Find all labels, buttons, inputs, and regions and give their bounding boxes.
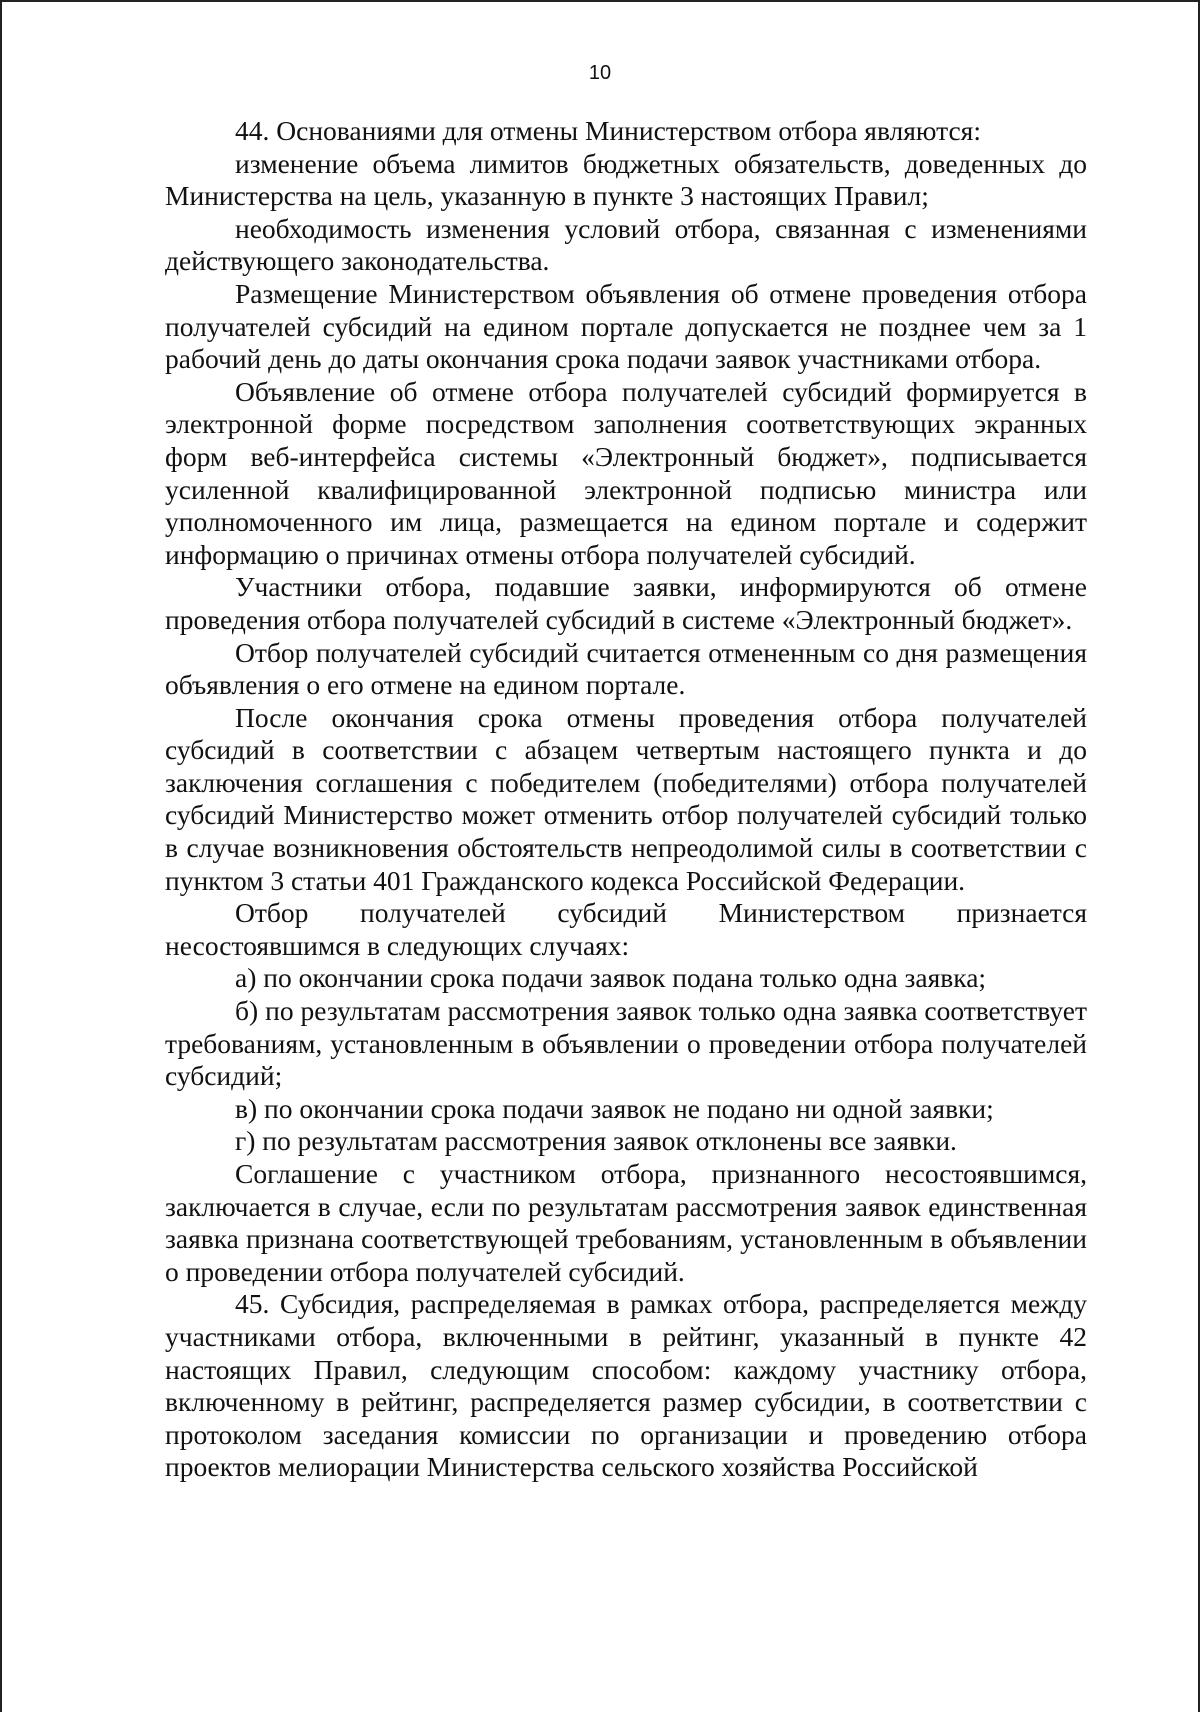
scan-edge-left — [0, 0, 2, 1712]
list-item: а) по окончании срока подачи заявок подана только одна заявка; — [235, 962, 987, 994]
document-body — [165, 115, 1087, 1484]
paragraph: Отбор получателей субсидий считается отмененным со дня размещения объявления о его отмене на едином портале. — [165, 636, 1087, 701]
paragraph: После окончания срока отмены проведения отбора получателей субсидий в соответствии с абзацем четвертым настоящего пункта и до заключения соглашения с победителем (победителями) отбора получателей субсидий Министерство может отменить отбор получателей субсидий только в случае возникновения обстоятельств непреодолимой силы в соответствии с пунктом 3 статьи 401 Гражданского кодекса Российской Федерации. — [165, 701, 1087, 896]
paragraph: Объявление об отмене отбора получателей субсидий формируется в электронной форме посредством заполнения соответствующих экранных форм веб-интерфейса системы «Электронный бюджет», подписывается усиленной квалифицированной электронной подписью министра или уполномоченного им лица, размещается на едином портале и содержит информацию о причинах отмены отбора получателей субсидий. — [165, 375, 1087, 570]
paragraph-44-heading: 44. Основаниями для отмены Министерством отбора являются: — [235, 115, 981, 146]
scan-edge-top — [0, 0, 1200, 2]
page-number: 10 — [588, 62, 612, 84]
paragraph: Участники отбора, подавшие заявки, информируются об отмене проведения отбора получателей субсидий в системе «Электронный бюджет». — [165, 571, 1087, 635]
list-item: в) по окончании срока подачи заявок не подано ни одной заявки; — [235, 1092, 994, 1124]
list-item: б) по результатам рассмотрения заявок только одна заявка соответствует требованиям, установленным в объявлении о проведении отбора получателей субсидий; — [165, 995, 1087, 1092]
list-item: г) по результатам рассмотрения заявок отклонены все заявки. — [235, 1125, 957, 1157]
paragraph: изменение объема лимитов бюджетных обязательств, доведенных до Министерства на цель, указанную в пункте 3 настоящих Правил; — [165, 147, 1087, 212]
paragraph: Соглашение с участником отбора, признанного несостоявшимся, заключается в случае, если по результатам рассмотрения заявок единственная заявка признана соответствующей требованиям, установленным в объявлении о проведении отбора получателей субсидий. — [165, 1158, 1087, 1287]
paragraph: Отбор получателей субсидий Министерством признается несостоявшимся в следующих случаях: — [165, 897, 1087, 961]
paragraph: необходимость изменения условий отбора, связанная с изменениями действующего законодательства. — [165, 212, 1087, 277]
paragraph: Размещение Министерством объявления об отмене проведения отбора получателей субсидий на едином портале допускается не позднее чем за 1 рабочий день до даты окончания срока подачи заявок участниками отбора. — [165, 277, 1087, 375]
paragraph-45: 45. Субсидия, распределяемая в рамках отбора, распределяется между участниками отбора, включенными в рейтинг, указанный в пункте 42 настоящих Правил, следующим способом: каждому участнику отбора, включенному в рейтинг, распределяется размер субсидии, в соответствии с протоколом заседания комиссии по организации и проведению отбора проектов мелиорации Министерства сельского хозяйства Российской — [165, 1288, 1087, 1483]
